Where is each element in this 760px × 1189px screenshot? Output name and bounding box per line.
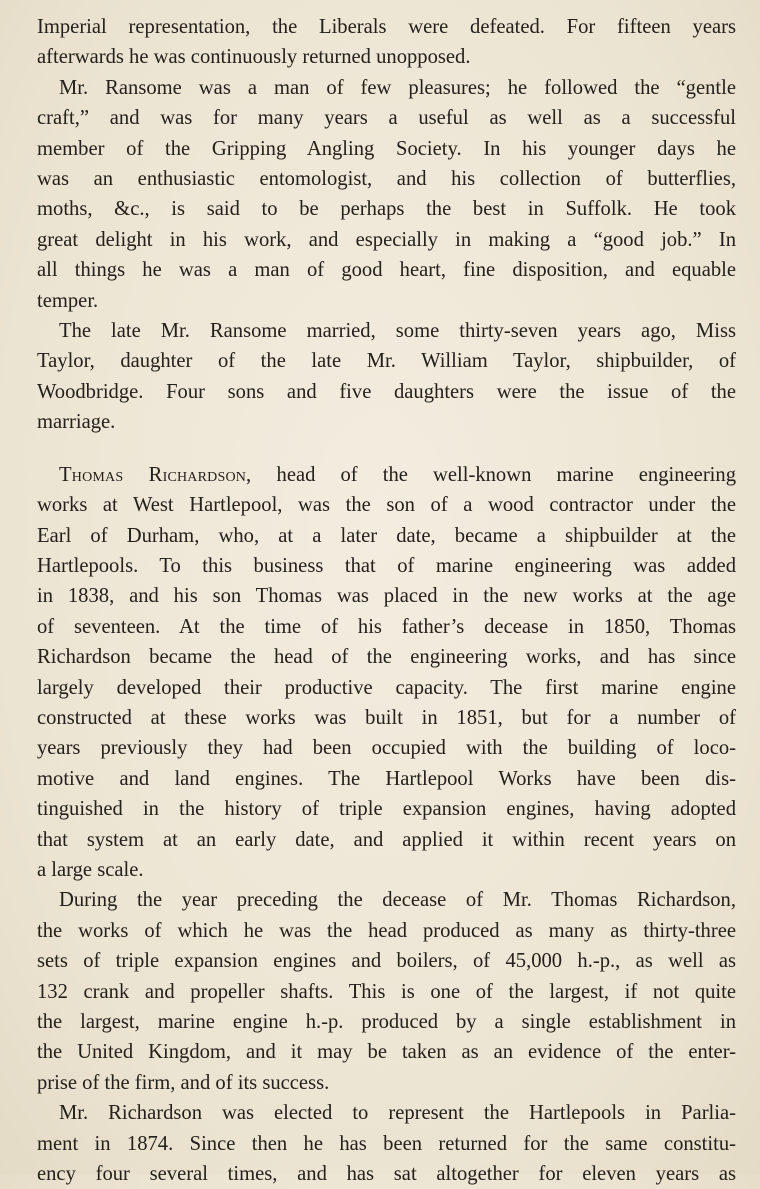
- text-line: was an enthusiastic entomologist, and his collection of butterflies,: [37, 168, 736, 191]
- text-line: marriage.: [37, 411, 116, 434]
- paragraph-p3: [37, 316, 736, 438]
- text-line: years previously they had been occupied with the building of loco-: [37, 737, 736, 760]
- text-line: Earl of Durham, who, at a later date, became a shipbuilder at the: [37, 524, 736, 547]
- text-line: motive and land engines. The Hartlepool Works have been dis-: [37, 767, 736, 790]
- text-line: Hartlepools. To this business that of marine engineering was added: [37, 554, 736, 577]
- text-line: of seventeen. At the time of his father’s decease in 1850, Thomas: [37, 615, 736, 638]
- text-line: ency four several times, and has sat altogether for eleven years as: [37, 1163, 736, 1186]
- text-line: temper.: [37, 289, 99, 312]
- text-line-rest: head of the well-known marine engineering: [251, 463, 736, 486]
- text-line: sets of triple expansion engines and boilers, of 45,000 h.-p., as well as: [37, 950, 736, 973]
- text-line: 132 crank and propeller shafts. This is one of the largest, if not quite: [37, 980, 736, 1003]
- text-line: ment in 1874. Since then he has been returned for the same constitu-: [37, 1132, 736, 1155]
- paragraph-p6: [37, 1098, 736, 1189]
- name-smallcaps: Thomas Richardson,: [59, 463, 252, 486]
- text-line: Richardson became the head of the engineering works, and has since: [37, 646, 736, 669]
- text-line: the United Kingdom, and it may be taken as an evidence of the enter-: [37, 1041, 736, 1064]
- text-line: member of the Gripping Angling Society. In his younger days he: [37, 137, 736, 160]
- text-line: Woodbridge. Four sons and five daughters were the issue of the: [37, 380, 736, 403]
- text-line: tinguished in the history of triple expansion engines, having adopted: [37, 798, 736, 821]
- text-line: the works of which he was the head produced as many as thirty-three: [37, 919, 736, 942]
- text-line: great delight in his work, and especially in making a “good job.” In: [37, 228, 736, 251]
- text-line: craft,” and was for many years a useful as well as a successful: [37, 107, 736, 130]
- text-line: the largest, marine engine h.-p. produced by a single establishment in: [37, 1011, 736, 1033]
- page-text: [37, 12, 736, 1189]
- text-line: prise of the firm, and of its success.: [37, 1071, 330, 1094]
- text-line: all things he was a man of good heart, fine disposition, and equable: [37, 259, 736, 282]
- text-line: largely developed their productive capacity. The first marine engine: [37, 676, 736, 699]
- paragraph-p1: [37, 12, 736, 73]
- text-line: afterwards he was continuously returned unopposed.: [37, 46, 471, 69]
- paragraph-p4: [37, 460, 736, 886]
- text-line: The late Mr. Ransome married, some thirty-seven years ago, Miss: [59, 320, 736, 343]
- text-line: Imperial representation, the Liberals were defeated. For fifteen years: [37, 16, 736, 38]
- text-line: Mr. Richardson was elected to represent the Hartlepools in Parlia-: [59, 1102, 736, 1125]
- text-line: [37, 460, 736, 490]
- paragraph-p2: [37, 73, 736, 316]
- text-line: in 1838, and his son Thomas was placed in the new works at the age: [37, 585, 736, 608]
- text-line: Mr. Ransome was a man of few pleasures; he followed the “gentle: [59, 76, 736, 99]
- text-line: Taylor, daughter of the late Mr. William Taylor, shipbuilder, of: [37, 350, 736, 373]
- text-line: moths, &c., is said to be perhaps the best in Suffolk. He took: [37, 198, 736, 221]
- paragraph-gap: [37, 438, 736, 460]
- text-line: a large scale.: [37, 858, 144, 881]
- text-line: During the year preceding the decease of Mr. Thomas Richardson,: [59, 889, 736, 912]
- text-line: that system at an early date, and applied it within recent years on: [37, 828, 736, 851]
- paragraph-p5: [37, 885, 736, 1098]
- text-line: constructed at these works was built in 1851, but for a number of: [37, 706, 736, 729]
- text-line: works at West Hartlepool, was the son of a wood contractor under the: [37, 494, 736, 517]
